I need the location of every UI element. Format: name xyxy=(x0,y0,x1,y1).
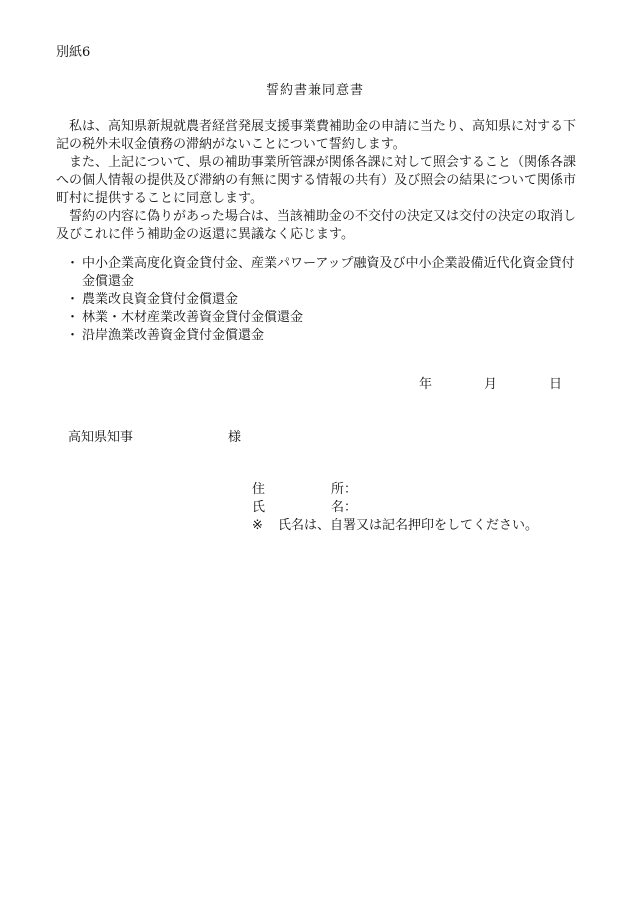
date-day-blank[interactable] xyxy=(511,376,535,394)
date-year-blank[interactable] xyxy=(381,376,405,394)
date-month-label: 月 xyxy=(483,377,497,392)
name-colon: ： xyxy=(344,500,358,515)
false-statement-paragraph: 誓約の内容に偽りがあった場合は、当該補助金の不交付の決定又は交付の決定の取消し及びこれに伴う補助金の返還に異議なく応じます。 xyxy=(56,209,576,242)
date-year-label: 年 xyxy=(418,377,432,392)
list-item: ・ 沿岸漁業改善資金貸付金償還金 xyxy=(66,327,580,345)
note-mark: ※ xyxy=(252,518,263,533)
signature-note xyxy=(252,517,538,535)
date-day-label: 日 xyxy=(548,377,562,392)
name-label: 氏 名 xyxy=(252,500,344,515)
pledge-body xyxy=(56,118,576,244)
addressee xyxy=(68,429,241,447)
name-row xyxy=(252,499,538,517)
annex-number: 別紙6 xyxy=(56,45,91,60)
name-field[interactable] xyxy=(357,499,537,517)
consent-paragraph: また、上記について、県の補助事業所管課が関係各課に対して照会すること（関係各課への個人情報の提供及び滞納の有無に関する情報の共有）及び照会の結果について関係市町村に提供することに同意します。 xyxy=(56,155,576,206)
addressee-name: 高知県知事 xyxy=(68,430,134,445)
date-line xyxy=(381,376,562,394)
document-title: 誓約書兼同意書 xyxy=(265,83,364,98)
list-item: ・ 林業・木材産業改善資金貸付金償還金 xyxy=(66,309,580,327)
addressee-honorific: 様 xyxy=(228,430,242,445)
address-field[interactable] xyxy=(357,481,537,499)
address-row xyxy=(252,481,538,499)
signature-block xyxy=(252,481,538,535)
pledge-paragraph: 私は、高知県新規就農者経営発展支援事業費補助金の申請に当たり、高知県に対する下記の税外未収金債務の滞納がないことについて誓約します。 xyxy=(56,119,577,152)
address-label: 住 所 xyxy=(252,482,344,497)
address-colon: ： xyxy=(344,482,358,497)
list-item: ・ 農業改良資金貸付金償還金 xyxy=(66,291,580,309)
date-month-blank[interactable] xyxy=(446,376,470,394)
loan-list xyxy=(66,255,580,345)
list-item: ・ 中小企業高度化資金貸付金、産業パワーアップ融資及び中小企業設備近代化資金貸付金償還金 xyxy=(66,255,580,291)
note-text: 氏名は、自署又は記名押印をしてください。 xyxy=(278,518,539,533)
